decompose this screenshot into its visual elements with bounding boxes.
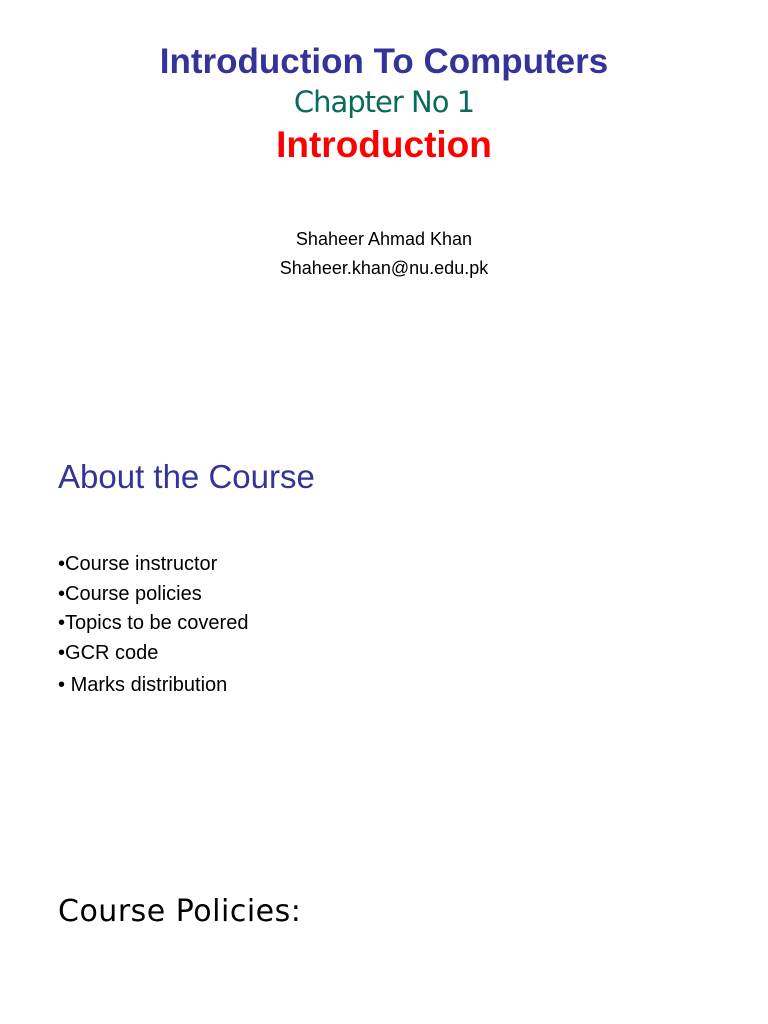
list-item (58, 609, 248, 639)
course-bullet-list (58, 550, 248, 701)
bullet-icon: • (58, 612, 66, 634)
list-item (58, 671, 248, 701)
list-item (58, 580, 248, 610)
bullet-icon: • (58, 674, 66, 696)
list-item (58, 639, 248, 669)
list-item-text: Course instructor (65, 553, 218, 575)
list-item-text: GCR code (65, 641, 159, 664)
author-name: Shaheer Ahmad Khan (295, 229, 473, 249)
list-item (58, 550, 248, 580)
list-item-text: Topics to be covered (65, 612, 249, 634)
slide-about-course (0, 420, 768, 860)
bullet-icon: • (58, 553, 66, 575)
course-policies-heading: Course Policies: (58, 894, 302, 929)
bullet-icon: • (58, 582, 66, 605)
bullet-icon: • (58, 641, 66, 664)
list-item-text: Course policies (65, 582, 202, 605)
slide-title (0, 0, 768, 420)
author-email: Shaheer.khan@nu.edu.pk (279, 258, 489, 278)
list-item-text: Marks distribution (65, 674, 228, 696)
chapter-label: Chapter No 1 (293, 85, 475, 119)
slide-course-policies (0, 860, 768, 1024)
chapter-title: Introduction (276, 124, 492, 165)
about-course-heading: About the Course (58, 458, 315, 495)
course-title: Introduction To Computers (159, 42, 609, 81)
